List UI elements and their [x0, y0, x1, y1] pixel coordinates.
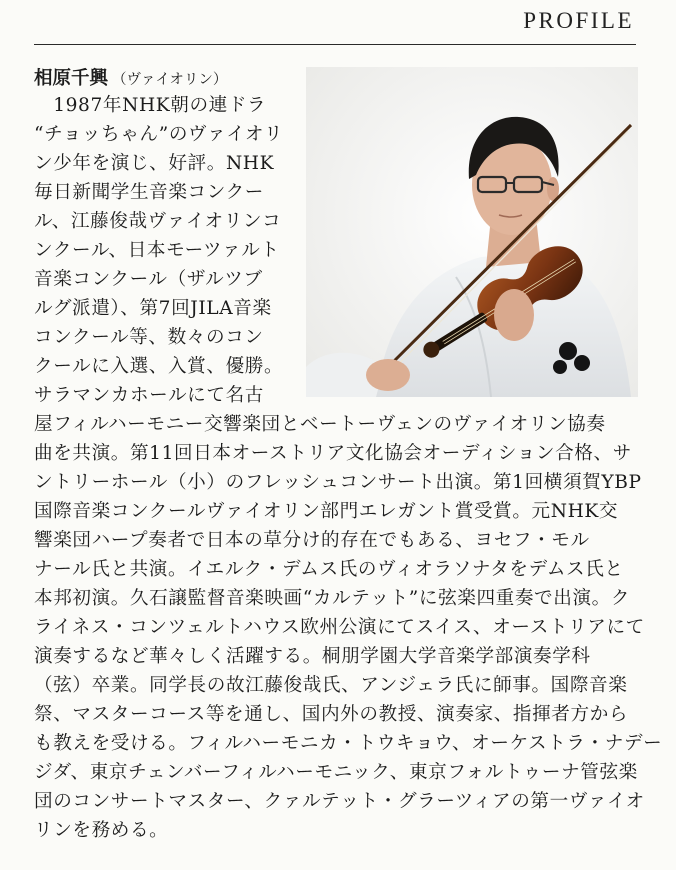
bio-line: 毎日新聞学生音楽コンクー [34, 182, 264, 203]
bio-line: 響楽団ハープ奏者で日本の草分け的存在でもある、ヨセフ・モル [34, 530, 590, 551]
bio-line: ンクール、日本モーツァルト [34, 240, 280, 261]
bio-line: 本邦初演。久石譲監督音楽映画“カルテット”に弦楽四重奏で出演。ク [34, 588, 631, 609]
bio-line: “チョッちゃん”のヴァイオリ [34, 124, 284, 145]
section-title: PROFILE [523, 8, 634, 33]
header-rule [34, 44, 636, 45]
bio-line: ントリーホール（小）のフレッシュコンサート出演。第1回横須賀YBP [34, 472, 642, 493]
bio-line: 音楽コンクール（ザルツブ [34, 269, 263, 290]
bio-line: サラマンカホールにて名古 [34, 385, 264, 406]
bio-line: 1987年NHK朝の連ドラ [34, 95, 267, 116]
bio-line: ル、江藤俊哉ヴァイオリンコ [34, 211, 282, 232]
bio-line: コンクール等、数々のコン [34, 327, 264, 348]
bio-line: 屋フィルハーモニー交響楽団とベートーヴェンのヴァイオリン協奏 [34, 414, 606, 435]
artist-name: 相原千興 [34, 68, 109, 89]
bio-line: ナール氏と共演。イエルク・デムス氏のヴィオラソナタをデムス氏と [34, 559, 624, 580]
bio-line: も教えを受ける。フィルハーモニカ・トウキョウ、オーケストラ・ナデー [34, 733, 663, 754]
bio-line: 演奏するなど華々しく活躍する。桐朋学園大学音楽学部演奏学科 [34, 646, 591, 667]
bio-line: （弦）卒業。同学長の故江藤俊哉氏、アンジェラ氏に師事。国際音楽 [34, 675, 628, 696]
bio-line: ン少年を演じ、好評。NHK [34, 153, 275, 174]
artist-instrument: （ヴァイオリン） [112, 72, 228, 88]
bio-line: 祭、マスターコース等を通し、国内外の教授、演奏家、指揮者方から [34, 704, 629, 725]
artist-heading [34, 66, 227, 93]
bio-line: 曲を共演。第11回日本オーストリア文化協会オーディション合格、サ [34, 443, 632, 464]
bio-line: ジダ、東京チェンバーフィルハーモニック、東京フォルトゥーナ管弦楽 [34, 762, 638, 783]
bio-line: クールに入選、入賞、優勝。 [34, 356, 284, 377]
bio-line: リンを務める。 [34, 820, 169, 841]
bio-line: ルグ派遣）、第7回JILA音楽 [34, 298, 272, 319]
violinist-photo [306, 67, 638, 397]
bio-line: ライネス・コンツェルトハウス欧州公演にてスイス、オーストリアにて [34, 617, 645, 638]
bio-line: 団のコンサートマスター、クァルテット・グラーツィアの第一ヴァイオ [34, 791, 645, 812]
bio-line: 国際音楽コンクールヴァイオリン部門エレガント賞受賞。元NHK交 [34, 501, 619, 522]
